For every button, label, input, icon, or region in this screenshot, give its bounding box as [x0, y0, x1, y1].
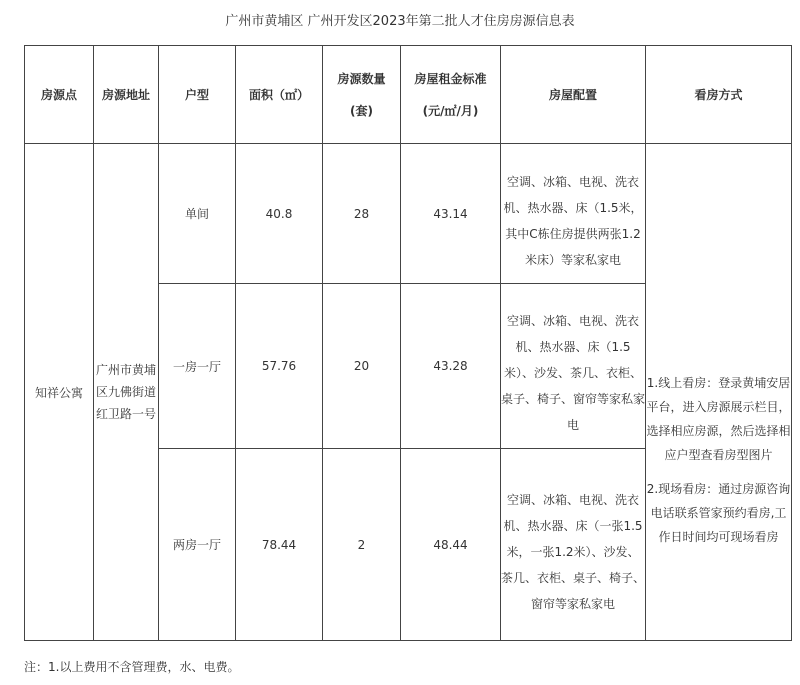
header-config: 房屋配置: [501, 46, 646, 144]
header-address: 房源地址: [94, 46, 159, 144]
count-cell: 20: [323, 284, 401, 449]
header-count-line1: 房源数量: [337, 71, 386, 86]
config-cell: [501, 284, 646, 449]
header-type: 户型: [159, 46, 236, 144]
document-title: 广州市黄埔区 广州开发区2023年第二批人才住房房源信息表: [225, 14, 575, 29]
viewing-onsite-text: 2.现场看房：通过房源咨询电话联系管家预约看房,工作日时间均可现场看房: [646, 482, 791, 544]
header-rent: [401, 46, 501, 144]
header-row: [25, 46, 792, 144]
header-count: [323, 46, 401, 144]
table-row: [25, 144, 792, 284]
count-cell: 28: [323, 144, 401, 284]
header-viewing: 看房方式: [646, 46, 792, 144]
header-area: 面积（㎡）: [236, 46, 323, 144]
rent-cell: 43.14: [401, 144, 501, 284]
area-cell: 40.8: [236, 144, 323, 284]
header-count-line2: (套): [350, 103, 373, 118]
header-site: 房源点: [25, 46, 94, 144]
viewing-online-text: 1.线上看房：登录黄埔安居平台，进入房源展示栏目，选择相应房源，然后选择相应户型查看房型图片: [646, 376, 791, 462]
count-cell: 2: [323, 449, 401, 641]
housing-info-table: [24, 45, 792, 641]
area-cell: 57.76: [236, 284, 323, 449]
address-cell: 广州市黄埔区九佛街道红卫路一号: [94, 144, 159, 641]
area-cell: 78.44: [236, 449, 323, 641]
config-text: 空调、冰箱、电视、洗衣机、热水器、床（一张1.5米，一张1.2米）、沙发、茶几、衣柜、桌子、椅子、窗帘等家私家电: [501, 492, 646, 611]
rent-cell: 43.28: [401, 284, 501, 449]
site-name-cell: 知祥公寓: [25, 144, 94, 641]
config-cell: [501, 449, 646, 641]
rent-cell: 48.44: [401, 449, 501, 641]
header-rent-line1: 房屋租金标准: [414, 71, 487, 86]
footnote: 注：1.以上费用不含管理费，水、电费。: [24, 660, 240, 674]
viewing-cell: [646, 144, 792, 641]
header-rent-line2: (元/㎡/月): [422, 103, 479, 118]
type-cell: 一房一厅: [159, 284, 236, 449]
config-text: 空调、冰箱、电视、洗衣机、热水器、床（1.5米）、沙发、茶几、衣柜、桌子、椅子、窗帘等家私家电: [501, 314, 646, 432]
type-cell: 单间: [159, 144, 236, 284]
config-cell: [501, 144, 646, 284]
type-cell: 两房一厅: [159, 449, 236, 641]
config-text: 空调、冰箱、电视、洗衣机、热水器、床（1.5米，其中C栋住房提供两张1.2米床）等家私家电: [503, 174, 643, 267]
